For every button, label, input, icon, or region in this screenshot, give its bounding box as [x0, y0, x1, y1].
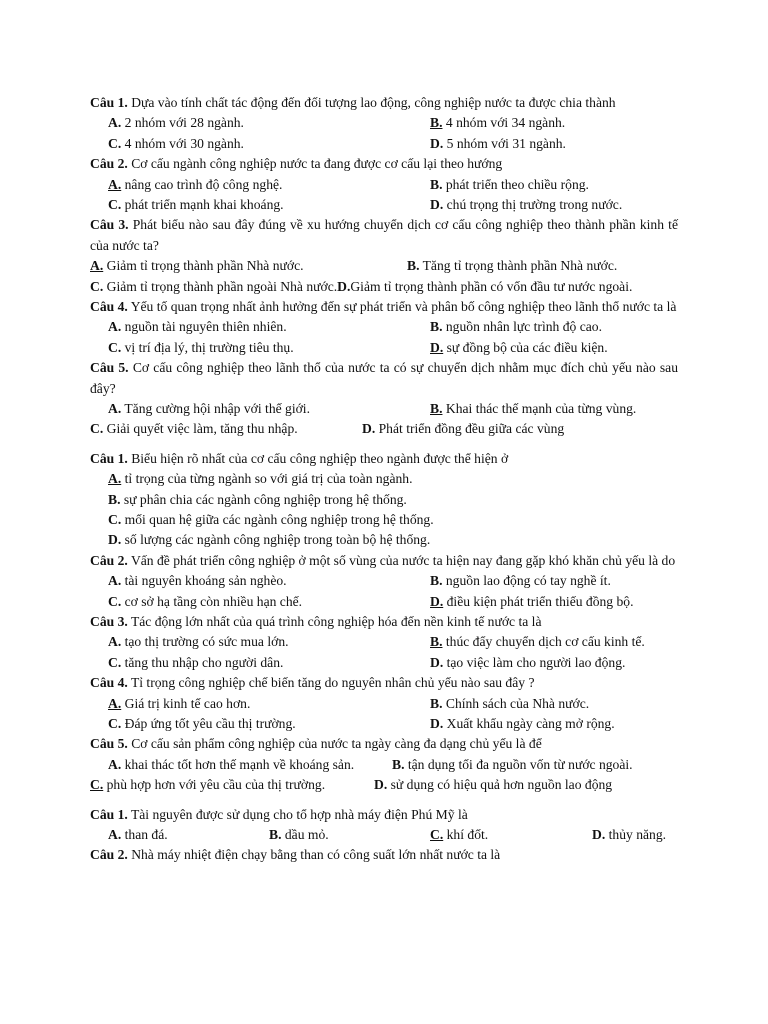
option-b: B. tận dụng tối đa nguồn vốn từ nước ngoài.: [392, 756, 633, 772]
question: Câu 2. Vấn đề phát triển công nghiệp ở một số vùng của nước ta hiện nay đang gặp khó khăn chủ yếu là do: [90, 552, 676, 568]
option-c: C. vị trí địa lý, thị trường tiêu thụ.: [108, 339, 294, 355]
option-a: A. tạo thị trường có sức mua lớn.: [108, 634, 289, 650]
options-row: [90, 277, 678, 297]
options-row: [90, 714, 678, 734]
option-b: B. nguồn lao động có tay nghề ít.: [430, 573, 611, 589]
option-d: D. Xuất khẩu ngày càng mở rộng.: [430, 715, 615, 731]
options-row: [90, 256, 678, 276]
options-row: [90, 134, 678, 154]
question: Câu 3. Tác động lớn nhất của quá trình công nghiệp hóa đến nền kinh tế nước ta là: [90, 613, 542, 629]
option-b: B. nguồn nhân lực trình độ cao.: [430, 319, 602, 335]
options-row: [90, 338, 678, 358]
options-row: [90, 592, 678, 612]
option-c-correct: C. phù hợp hơn với yêu cầu của thị trường.: [90, 777, 326, 793]
options-row: [90, 113, 678, 133]
option-c: C. tăng thu nhập cho người dân.: [108, 654, 284, 670]
option-d-correct: D. điều kiện phát triển thiếu đồng bộ.: [430, 593, 634, 609]
options-row: [90, 653, 678, 673]
option-a: A. nguồn tài nguyên thiên nhiên.: [108, 319, 287, 335]
option-d: D. số lượng các ngành công nghiệp trong toàn bộ hệ thống.: [108, 532, 431, 548]
options-row: [90, 694, 678, 714]
option-b-correct: B. Khai thác thế mạnh của từng vùng.: [430, 400, 637, 416]
option-a: A. khai thác tốt hơn thế mạnh về khoáng sản.: [108, 756, 355, 772]
option-a: A. than đá.: [108, 826, 168, 842]
options-row: [90, 175, 678, 195]
option-a: A. Tăng cường hội nhập với thế giới.: [108, 400, 310, 416]
options-row: [90, 195, 678, 215]
question: Câu 4. Yếu tố quan trọng nhất ảnh hưởng đến sự phát triển và phân bố công nghiệp theo lãnh thổ nước ta là: [90, 298, 677, 314]
option-d: D. Phát triển đồng đều giữa các vùng: [362, 421, 565, 437]
option-c: C. 4 nhóm với 30 ngành.: [108, 135, 244, 151]
options-row: [90, 317, 678, 337]
option-d: D.Giảm tỉ trọng thành phần có vốn đầu tư nước ngoài.: [337, 278, 633, 294]
question: Câu 5. Cơ cấu công nghiệp theo lãnh thổ của nước ta có sự chuyển dịch nhằm mục đích chủ yếu nào sau đây?: [90, 360, 678, 396]
option-b: B. sự phân chia các ngành công nghiệp trong hệ thống.: [108, 491, 407, 507]
question: Câu 1. Biểu hiện rõ nhất của cơ cấu công nghiệp theo ngành được thể hiện ở: [90, 450, 509, 466]
option-a: A. tài nguyên khoáng sản nghèo.: [108, 573, 287, 589]
option-c: C. Đáp ứng tốt yêu cầu thị trường.: [108, 715, 296, 731]
question: Câu 4. Tỉ trọng công nghiệp chế biến tăng do nguyên nhân chủ yếu nào sau đây ?: [90, 675, 535, 691]
option-a-correct: A. nâng cao trình độ công nghệ.: [108, 176, 283, 192]
option-b-correct: B. thúc đẩy chuyển dịch cơ cấu kinh tế.: [430, 634, 645, 650]
option-d: D. thủy năng.: [592, 826, 667, 842]
option-a-correct: A. Giá trị kinh tế cao hơn.: [108, 695, 251, 711]
options-row: [90, 775, 678, 795]
option-c: C. cơ sở hạ tầng còn nhiều hạn chế.: [108, 593, 303, 609]
quiz-document: [90, 93, 678, 866]
option-a-correct: A. Giảm tỉ trọng thành phần Nhà nước.: [90, 258, 304, 274]
options-row: [90, 632, 678, 652]
options-row: [90, 571, 678, 591]
question: Câu 2. Nhà máy nhiệt điện chạy bằng than có công suất lớn nhất nước ta là: [90, 847, 501, 863]
options-row: [90, 755, 678, 775]
option-b: B. Chính sách của Nhà nước.: [430, 695, 590, 711]
options-row: [90, 825, 678, 845]
question: Câu 3. Phát biểu nào sau đây đúng về xu hướng chuyển dịch cơ cấu công nghiệp theo thành phần kinh tế của nước ta?: [90, 217, 678, 253]
option-d: D. 5 nhóm với 31 ngành.: [430, 135, 566, 151]
option-a-correct: A. tỉ trọng của từng ngành so với giá trị của toàn ngành.: [108, 471, 413, 487]
option-c: C. Giảm tỉ trọng thành phần ngoài Nhà nước.: [90, 278, 338, 294]
question: Câu 2. Cơ cấu ngành công nghiệp nước ta đang được cơ cấu lại theo hướng: [90, 156, 503, 172]
option-c: C. mối quan hệ giữa các ngành công nghiệp trong hệ thống.: [108, 511, 434, 527]
question: Câu 1. Dựa vào tính chất tác động đến đối tượng lao động, công nghiệp nước ta được chia thành: [90, 95, 616, 110]
option-d: D. sử dụng có hiệu quả hơn nguồn lao động: [374, 777, 613, 793]
option-c: C. Giải quyết việc làm, tăng thu nhập.: [90, 421, 298, 437]
option-b: B. phát triển theo chiều rộng.: [430, 176, 589, 192]
question: Câu 1. Tài nguyên được sử dụng cho tổ hợp nhà máy điện Phú Mỹ là: [90, 806, 468, 822]
option-d: D. chú trọng thị trường trong nước.: [430, 196, 623, 212]
option-c: C. phát triển mạnh khai khoáng.: [108, 196, 284, 212]
option-d-correct: D. sự đồng bộ của các điều kiện.: [430, 339, 608, 355]
options-row: [90, 419, 678, 439]
option-c-correct: C. khí đốt.: [430, 826, 489, 842]
option-b: B. dầu mỏ.: [269, 826, 329, 842]
option-b-correct: B. 4 nhóm với 34 ngành.: [430, 115, 566, 131]
option-a: A. 2 nhóm với 28 ngành.: [108, 115, 244, 131]
option-b: B. Tăng tỉ trọng thành phần Nhà nước.: [407, 258, 618, 274]
option-d: D. tạo việc làm cho người lao động.: [430, 654, 626, 670]
question: Câu 5. Cơ cấu sản phẩm công nghiệp của nước ta ngày càng đa dạng chủ yếu là để: [90, 736, 542, 752]
options-row: [90, 399, 678, 419]
